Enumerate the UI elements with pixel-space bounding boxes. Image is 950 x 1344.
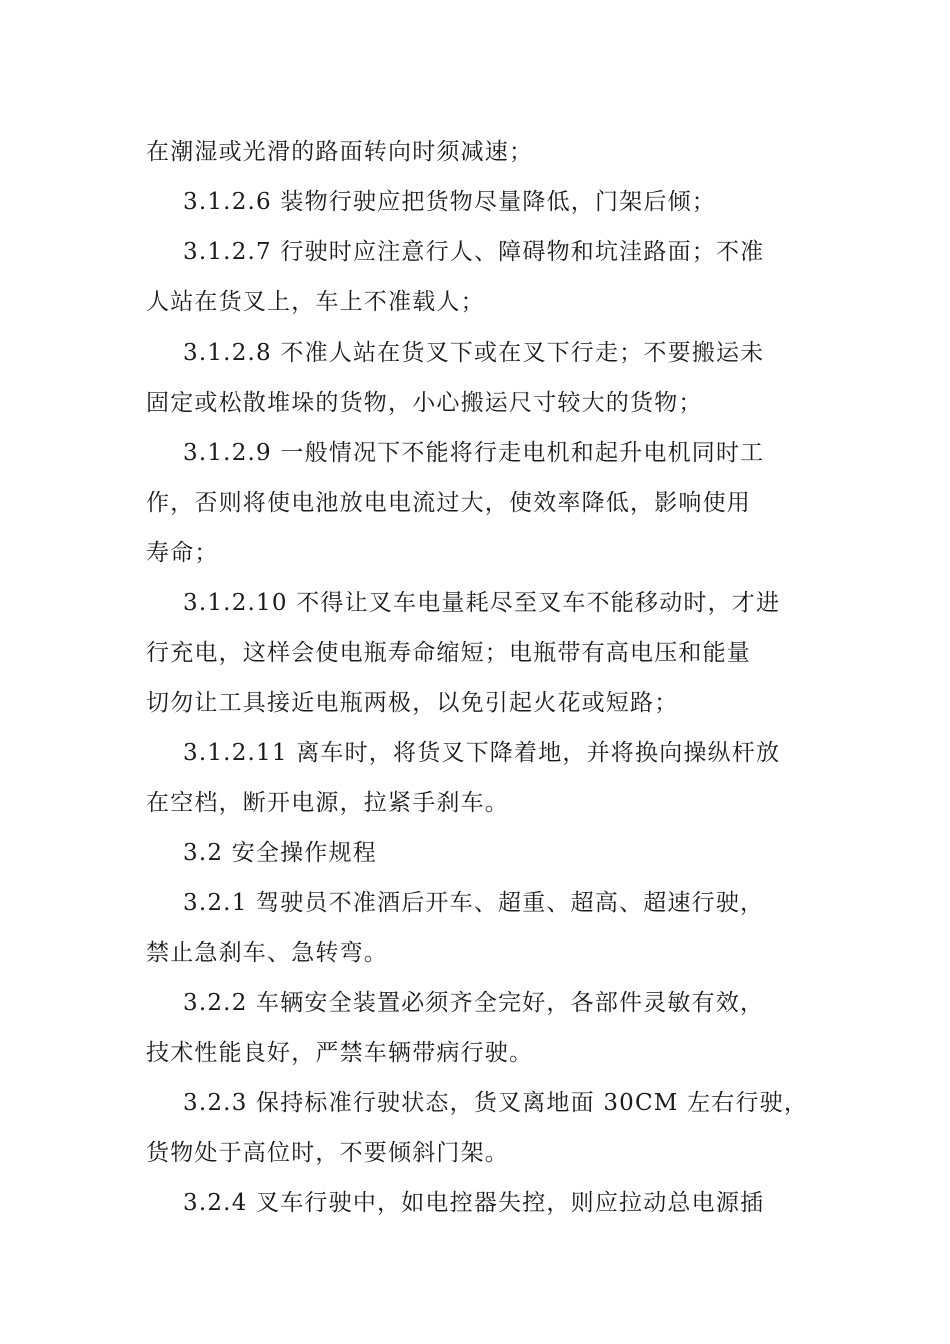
text-line: 固定或松散堆垛的货物，小心搬运尺寸较大的货物； — [146, 390, 703, 416]
text-line: 寿命； — [146, 540, 219, 566]
text-line: 3.2.3 保持标准行驶状态，货叉离地面 30CM 左右行驶， — [183, 1090, 809, 1116]
text-line: 3.2.1 驾驶员不准酒后开车、超重、超高、超速行驶， — [183, 890, 765, 916]
text-line: 货物处于高位时，不要倾斜门架。 — [146, 1140, 509, 1166]
text-line: 在空档，断开电源，拉紧手刹车。 — [146, 790, 509, 816]
section-heading: 3.2 安全操作规程 — [183, 840, 377, 866]
text-line: 行充电，这样会使电瓶寿命缩短；电瓶带有高电压和能量 — [146, 640, 751, 666]
text-line: 3.1.2.11 离车时，将货叉下降着地，并将换向操纵杆放 — [183, 740, 781, 766]
text-line: 3.1.2.6 装物行驶应把货物尽量降低，门架后倾； — [183, 189, 716, 215]
text-line: 人站在货叉上，车上不准载人； — [146, 289, 485, 315]
text-line: 3.1.2.8 不准人站在货叉下或在叉下行走；不要搬运未 — [183, 340, 765, 366]
text-line: 3.2.4 叉车行驶中，如电控器失控，则应拉动总电源插 — [183, 1190, 765, 1216]
text-line: 3.1.2.7 行驶时应注意行人、障碍物和坑洼路面；不准 — [183, 239, 765, 265]
text-line: 作，否则将使电池放电电流过大，使效率降低，影响使用 — [146, 490, 751, 516]
text-line: 在潮湿或光滑的路面转向时须减速； — [146, 139, 534, 165]
text-line: 3.1.2.10 不得让叉车电量耗尽至叉车不能移动时，才进 — [183, 590, 781, 616]
text-line: 切勿让工具接近电瓶两极，以免引起火花或短路； — [146, 690, 679, 716]
text-line: 3.1.2.9 一般情况下不能将行走电机和起升电机同时工 — [183, 440, 765, 466]
text-line: 禁止急刹车、急转弯。 — [146, 940, 388, 966]
text-line: 3.2.2 车辆安全装置必须齐全完好，各部件灵敏有效， — [183, 990, 765, 1016]
text-line: 技术性能良好，严禁车辆带病行驶。 — [146, 1040, 534, 1066]
